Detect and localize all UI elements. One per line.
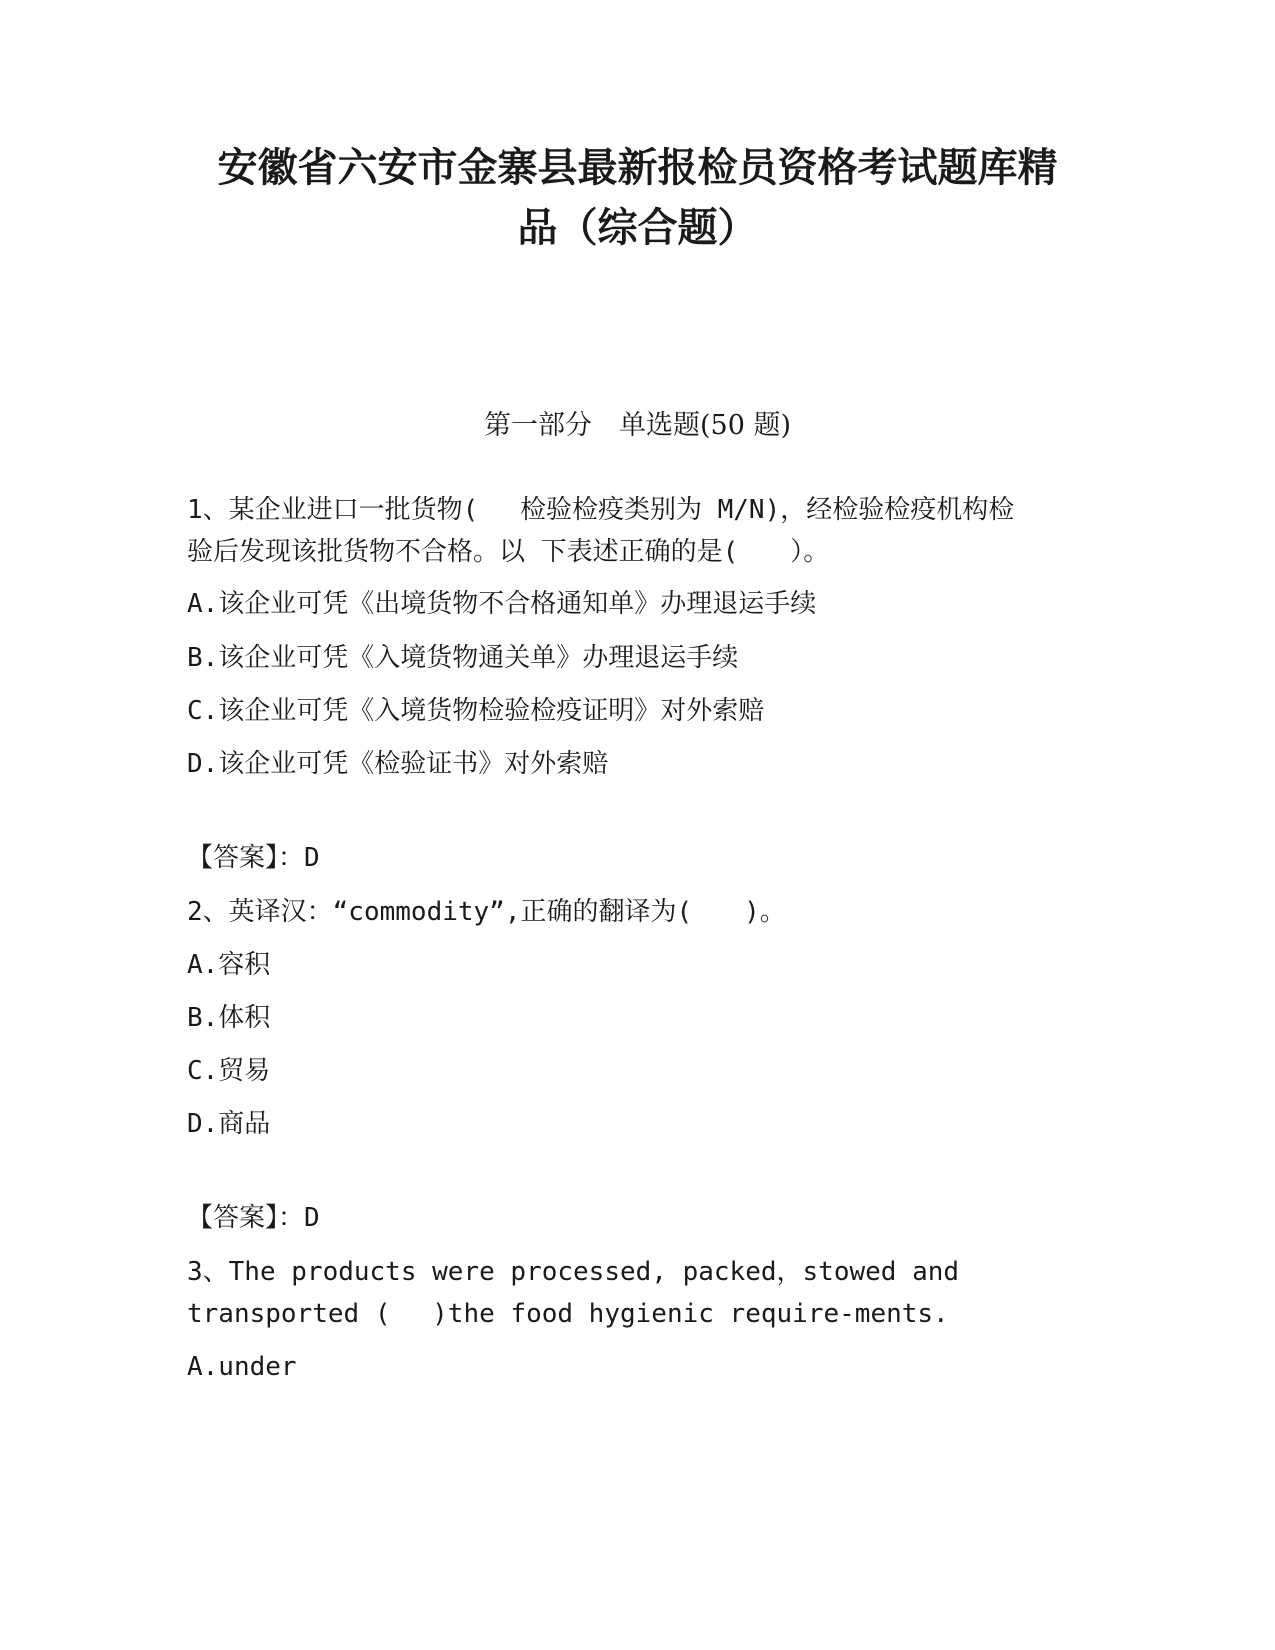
- question-1-stem-line-1: 1、某企业进口一批货物( 检验检疫类别为 M/N)，经检验检疫机构检: [187, 495, 1015, 525]
- document-title: [150, 138, 1125, 258]
- question-2-option-d: D.商品: [187, 1109, 271, 1139]
- question-2-stem-line-1: 2、英译汉：“commodity”,正确的翻译为( )。: [187, 897, 786, 927]
- question-2-answer: 【答案】：D: [187, 1203, 320, 1233]
- question-1-option-d: D.该企业可凭《检验证书》对外索赔: [187, 749, 609, 779]
- question-3-stem-line-1: 3、The products were processed, packed，stowed and: [187, 1257, 960, 1287]
- question-3-option-a: A.under: [187, 1352, 297, 1382]
- question-2-option-c: C.贸易: [187, 1056, 271, 1086]
- question-1-option-a: A.该企业可凭《出境货物不合格通知单》办理退运手续: [187, 589, 817, 619]
- question-1-answer: 【答案】：D: [187, 843, 320, 873]
- question-1-stem-line-2: 验后发现该批货物不合格。以 下表述正确的是( ）。: [187, 537, 830, 567]
- question-1-option-b: B.该企业可凭《入境货物通关单》办理退运手续: [187, 643, 739, 673]
- document-title-line-1: 安徽省六安市金寨县最新报检员资格考试题库精: [217, 144, 1058, 191]
- document-title-line-2: 品（综合题）: [517, 204, 758, 251]
- question-3-stem-line-2: transported ( )the food hygienic require-ments.: [187, 1299, 949, 1329]
- question-1-option-c: C.该企业可凭《入境货物检验检疫证明》对外索赔: [187, 696, 765, 726]
- question-2-option-b: B.体积: [187, 1003, 271, 1033]
- question-2-option-a: A.容积: [187, 950, 271, 980]
- section-heading: 第一部分 单选题(50 题): [483, 410, 791, 441]
